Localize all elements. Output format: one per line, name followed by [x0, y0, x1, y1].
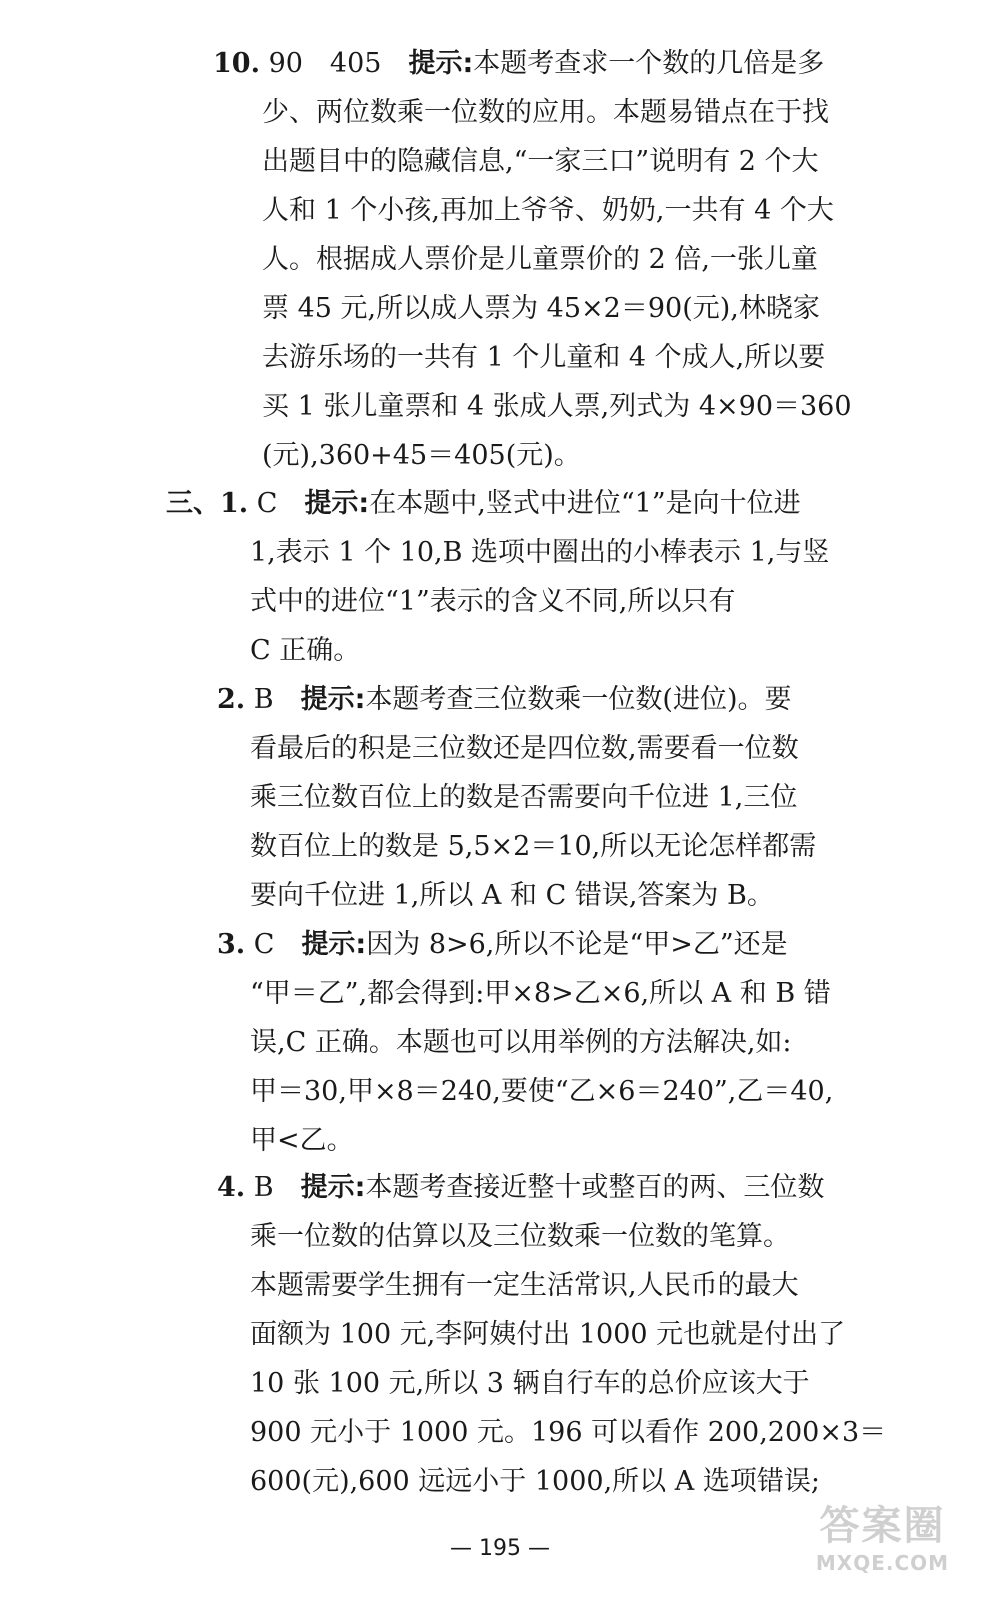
question-number: 10.	[213, 48, 260, 79]
watermark-url: MXQE.COM	[815, 1551, 950, 1575]
hint-text: 数百位上的数是 5,5×2＝10,所以无论怎样都需	[250, 831, 817, 862]
question-number: 3.	[217, 929, 246, 960]
hint-text: 票 45 元,所以成人票为 45×2＝90(元),林晓家	[262, 293, 820, 324]
hint-text: 本题需要学生拥有一定生活常识,人民币的最大	[250, 1270, 799, 1301]
hint-text: 人和 1 个小孩,再加上爷爷、奶奶,一共有 4 个大	[262, 195, 834, 226]
question-number: 2.	[217, 684, 246, 715]
hint-label: 提示:	[300, 684, 366, 715]
hint-text: 乘一位数的估算以及三位数乘一位数的笔算。	[250, 1221, 790, 1252]
hint-text: 式中的进位“1”表示的含义不同,所以只有	[250, 586, 736, 617]
page-number: — 195 —	[450, 1536, 550, 1561]
hint-text: 面额为 100 元,李阿姨付出 1000 元也就是付出了	[250, 1319, 846, 1350]
hint-text: “甲＝乙”,都会得到:甲×8>乙×6,所以 A 和 B 错	[250, 978, 831, 1009]
hint-text: 误,C 正确。本题也可以用举例的方法解决,如:	[250, 1027, 792, 1058]
hint-text: 要向千位进 1,所以 A 和 C 错误,答案为 B。	[250, 880, 774, 911]
hint-text: 1,表示 1 个 10,B 选项中圈出的小棒表示 1,与竖	[250, 537, 830, 568]
hint-text: 本题考查三位数乘一位数(进位)。要	[365, 684, 792, 715]
entry-10-line-1	[213, 48, 824, 80]
answer-value: C	[245, 929, 302, 960]
answer-value: B	[245, 1172, 301, 1203]
hint-text: (元),360+45＝405(元)。	[262, 440, 581, 471]
hint-text: 少、两位数乘一位数的应用。本题易错点在于找	[262, 97, 829, 128]
watermark-logo	[795, 1502, 970, 1592]
entry-3-4-line-1	[217, 1172, 824, 1204]
hint-text: 乘三位数百位上的数是否需要向千位进 1,三位	[250, 782, 798, 813]
question-number: 4.	[217, 1172, 246, 1203]
hint-text: 本题考查求一个数的几倍是多	[473, 48, 825, 79]
hint-text: 去游乐场的一共有 1 个儿童和 4 个成人,所以要	[262, 342, 826, 373]
watermark-text: 答案圈	[819, 1503, 946, 1549]
hint-label: 提示:	[408, 48, 474, 79]
hint-label: 提示:	[300, 1172, 366, 1203]
entry-3-1-line-1	[166, 488, 801, 520]
section-number: 三、	[166, 488, 220, 519]
hint-text: 600(元),600 远远小于 1000,所以 A 选项错误;	[250, 1466, 820, 1497]
answer-value: 90 405	[259, 48, 409, 79]
hint-text: 出题目中的隐藏信息,“一家三口”说明有 2 个大	[262, 146, 819, 177]
hint-text: 甲<乙。	[250, 1125, 354, 1156]
hint-label: 提示:	[301, 929, 367, 960]
entry-3-2-line-1	[217, 684, 792, 716]
hint-text: 900 元小于 1000 元。196 可以看作 200,200×3＝	[250, 1417, 887, 1448]
hint-text: 甲＝30,甲×8＝240,要使“乙×6＝240”,乙＝40,	[250, 1076, 834, 1107]
entry-3-3-line-1	[217, 929, 788, 961]
hint-text: 10 张 100 元,所以 3 辆自行车的总价应该大于	[250, 1368, 810, 1399]
hint-text: 本题考查接近整十或整百的两、三位数	[365, 1172, 825, 1203]
hint-text: 在本题中,竖式中进位“1”是向十位进	[369, 488, 801, 519]
hint-label: 提示:	[304, 488, 370, 519]
hint-text: 看最后的积是三位数还是四位数,需要看一位数	[250, 733, 799, 764]
hint-text: 买 1 张儿童票和 4 张成人票,列式为 4×90＝360	[262, 391, 852, 422]
hint-text: C 正确。	[250, 635, 361, 666]
question-number: 1.	[220, 488, 249, 519]
answer-value: C	[248, 488, 305, 519]
answer-value: B	[245, 684, 301, 715]
hint-text: 人。根据成人票价是儿童票价的 2 倍,一张儿童	[262, 244, 818, 275]
hint-text: 因为 8>6,所以不论是“甲>乙”还是	[366, 929, 788, 960]
